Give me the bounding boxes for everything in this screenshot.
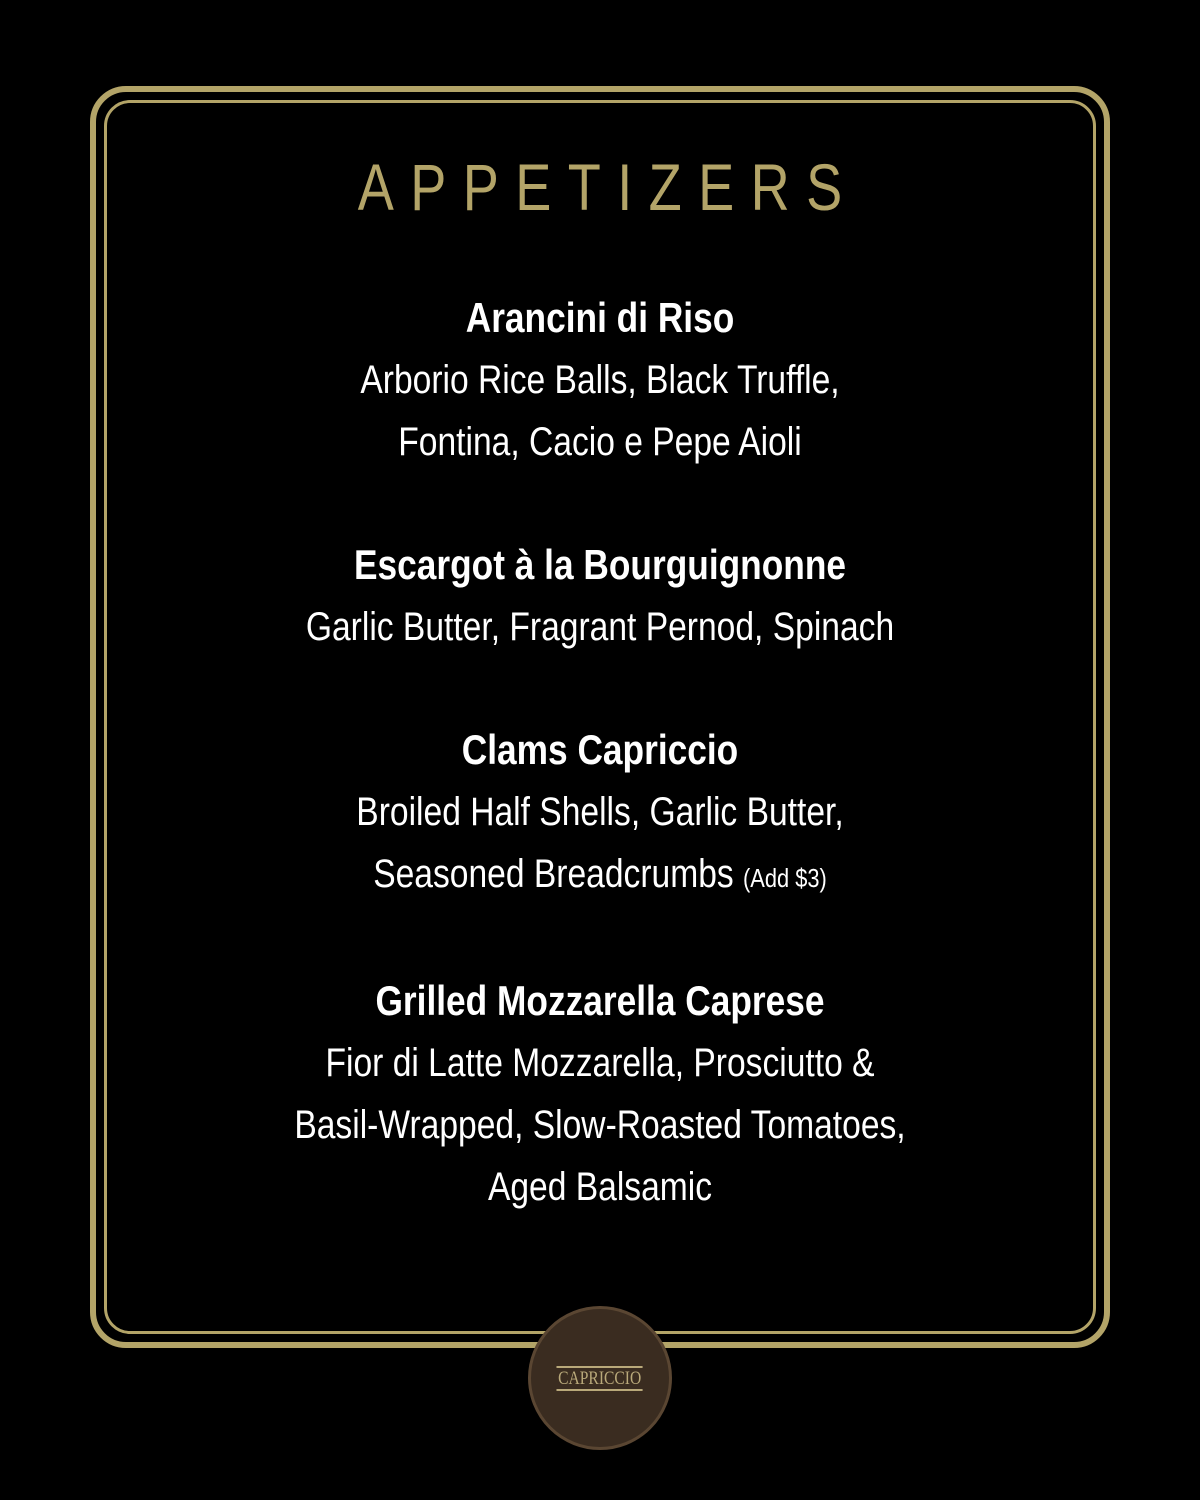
menu-item-description: Garlic Butter, Fragrant Pernod, Spinach — [305, 605, 895, 649]
menu-item-description: Fior di Latte Mozzarella, Prosciutto & — [325, 1041, 875, 1085]
capriccio-logo-badge — [528, 1306, 672, 1450]
logo-wordmark: CAPRICCIO — [558, 1367, 642, 1389]
menu-item-description: Broiled Half Shells, Garlic Butter, — [356, 790, 844, 834]
menu-item-escargot — [150, 534, 1050, 658]
menu-item-arancini — [150, 287, 1050, 473]
appetizer-list — [150, 287, 1050, 1279]
menu-item-description: Arborio Rice Balls, Black Truffle, — [360, 358, 840, 402]
menu-item-clams — [150, 719, 1050, 909]
menu-item-description: Fontina, Cacio e Pepe Aioli — [398, 420, 802, 464]
menu-item-description: Basil-Wrapped, Slow-Roasted Tomatoes, — [294, 1103, 906, 1147]
menu-item-name: Clams Capriccio — [461, 726, 739, 773]
menu-item-name: Grilled Mozzarella Caprese — [375, 977, 825, 1024]
menu-item-description: Aged Balsamic — [487, 1165, 713, 1209]
menu-item-name: Escargot à la Bourguignonne — [353, 541, 847, 588]
price-note: (Add $3) — [743, 863, 827, 893]
menu-item-name: Arancini di Riso — [465, 294, 735, 341]
menu-item-caprese — [150, 970, 1050, 1218]
menu-item-description-with-note — [222, 843, 978, 909]
section-heading: APPETIZERS — [357, 150, 859, 224]
menu-item-description: Seasoned Breadcrumbs — [373, 852, 734, 896]
